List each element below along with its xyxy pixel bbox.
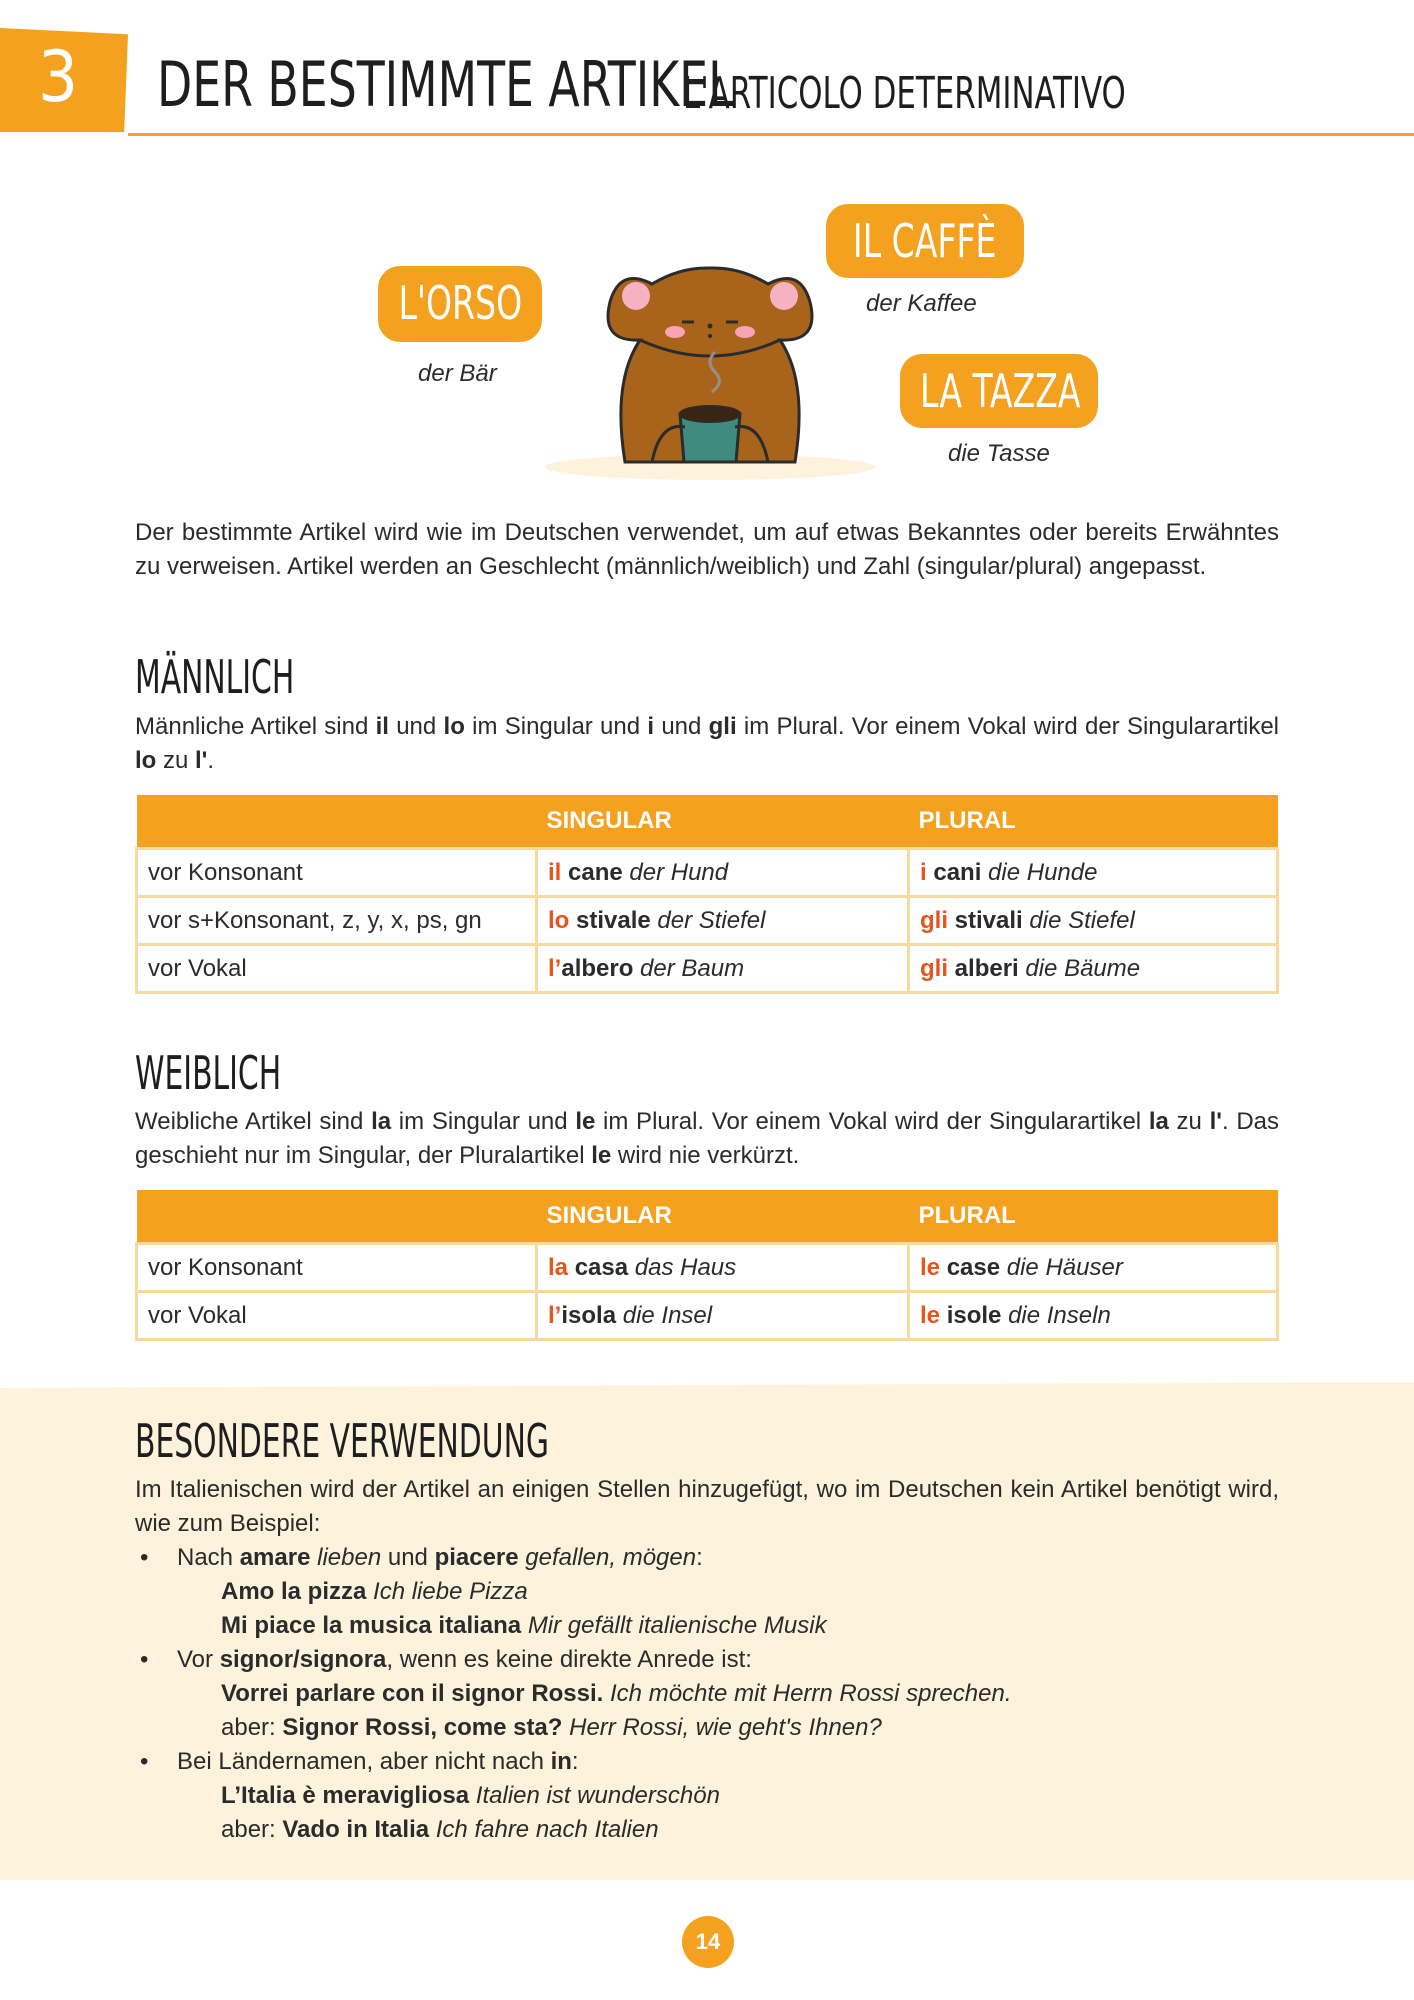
table-weiblich (135, 1190, 1279, 1341)
section-title-maennlich: MÄNNLICH (135, 650, 295, 704)
row-label: vor s+Konsonant, z, y, x, ps, gn (137, 897, 537, 945)
label-pill-orso-text: L'ORSO (398, 276, 522, 330)
label-pill-caffe-text: IL CAFFÈ (853, 214, 997, 268)
table-header-empty (137, 1190, 537, 1244)
besondere-paragraph: Im Italienischen wird der Artikel an einigen Stellen hinzugefügt, wo im Deutschen kein Artikel benötigt wird, wie zum Beispiel: (135, 1476, 1279, 1537)
table-header-row (137, 795, 1278, 849)
page-number: 14 (695, 1929, 721, 1954)
example-line: Mi piace la musica italiana Mir gefällt italienische Musik (221, 1612, 827, 1639)
chapter-number: 3 (38, 36, 79, 118)
caption-tazza: die Tasse (948, 440, 1050, 467)
table-row (137, 897, 1278, 945)
maennlich-paragraph: Männliche Artikel sind il und lo im Singular und i und gli im Plural. Vor einem Vokal wird der Singularartikel lo zu l'. (135, 713, 1280, 774)
label-pill-tazza (900, 354, 1098, 428)
bullet-item-3: Bei Ländernamen, aber nicht nach in: (177, 1748, 579, 1775)
bear-cheek-right (735, 326, 755, 338)
bullet-item-1: Nach amare lieben und piacere gefallen, mögen: (177, 1544, 703, 1571)
row-label: vor Konsonant (137, 1244, 537, 1292)
row-label: vor Vokal (137, 945, 537, 993)
plural-cell: gli stivali die Stiefel (909, 897, 1278, 945)
bear-mouth (708, 334, 712, 338)
caption-orso: der Bär (418, 360, 497, 387)
caption-caffe: der Kaffee (866, 290, 977, 317)
plural-cell: i cani die Hunde (909, 849, 1278, 897)
weiblich-paragraph: Weibliche Artikel sind la im Singular und le im Plural. Vor einem Vokal wird der Singularartikel la zu l'. Das geschieht nur im Singular, der Pluralartikel le wird nie verkürzt. (135, 1108, 1280, 1169)
table-header-row (137, 1190, 1278, 1244)
bear-cheek-left (665, 326, 685, 338)
bullet-item-2: Vor signor/signora, wenn es keine direkte Anrede ist: (177, 1646, 752, 1673)
table-header-plural: PLURAL (909, 1190, 1278, 1244)
table-header-singular: SINGULAR (537, 1190, 909, 1244)
bullet-icon: • (140, 1646, 149, 1673)
bear-nose (708, 324, 713, 329)
intro-paragraph: Der bestimmte Artikel wird wie im Deutschen verwendet, um auf etwas Bekanntes oder bereits Erwähntes zu verweisen. Artikel werden an Geschlecht (männlich/weiblich) und Zahl (singular/plural) angepasst. (135, 519, 1279, 580)
section-title-weiblich: WEIBLICH (135, 1046, 282, 1100)
singular-cell: l’isola die Insel (537, 1292, 909, 1340)
example-line: Amo la pizza Ich liebe Pizza (221, 1578, 528, 1605)
singular-cell: l’albero der Baum (537, 945, 909, 993)
table-header-plural: PLURAL (909, 795, 1278, 849)
bear-ear-right-inner (770, 282, 798, 310)
table-header-empty (137, 795, 537, 849)
plural-cell: le case die Häuser (909, 1244, 1278, 1292)
page-title: DER BESTIMMTE ARTIKEL (157, 48, 734, 121)
bullet-icon: • (140, 1544, 149, 1571)
singular-cell: lo stivale der Stiefel (537, 897, 909, 945)
table-row (137, 1244, 1278, 1292)
row-label: vor Vokal (137, 1292, 537, 1340)
row-label: vor Konsonant (137, 849, 537, 897)
bear-with-cup-illustration (540, 262, 880, 482)
cup-coffee (680, 406, 740, 422)
table-row (137, 945, 1278, 993)
plural-cell: le isole die Inseln (909, 1292, 1278, 1340)
table-row (137, 849, 1278, 897)
singular-cell: il cane der Hund (537, 849, 909, 897)
header-divider (128, 133, 1414, 136)
page-subtitle: L'ARTICOLO DETERMINATIVO (683, 68, 1126, 119)
example-line: L’Italia è meravigliosa Italien ist wunderschön (221, 1782, 720, 1809)
example-line: aber: Vado in Italia Ich fahre nach Italien (221, 1816, 659, 1843)
table-header-singular: SINGULAR (537, 795, 909, 849)
label-pill-orso (378, 266, 542, 342)
example-line: aber: Signor Rossi, come sta? Herr Rossi, wie geht's Ihnen? (221, 1714, 882, 1741)
bullet-icon: • (140, 1748, 149, 1775)
example-line: Vorrei parlare con il signor Rossi. Ich möchte mit Herrn Rossi sprechen. (221, 1680, 1012, 1707)
table-row (137, 1292, 1278, 1340)
label-pill-tazza-text: LA TAZZA (920, 364, 1081, 418)
table-maennlich (135, 795, 1279, 994)
singular-cell: la casa das Haus (537, 1244, 909, 1292)
section-title-besondere: BESONDERE VERWENDUNG (135, 1414, 549, 1468)
plural-cell: gli alberi die Bäume (909, 945, 1278, 993)
bear-ear-left-inner (622, 282, 650, 310)
